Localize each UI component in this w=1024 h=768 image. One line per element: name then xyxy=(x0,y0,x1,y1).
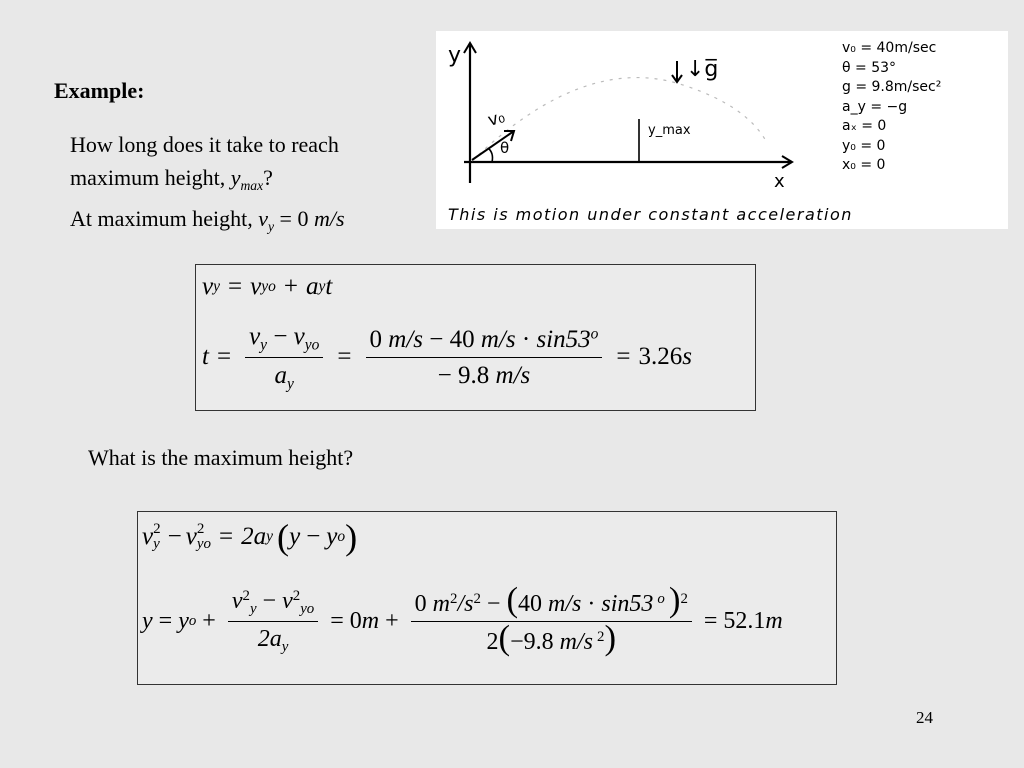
eq-plus: + xyxy=(202,608,216,634)
eq-plus: + xyxy=(283,273,298,300)
eq-unit: m/s xyxy=(559,629,593,655)
question1-line3-text: At maximum height, xyxy=(70,205,259,231)
constant-acceleration-note: This is motion under constant acceleration xyxy=(448,205,853,224)
frac-numerator xyxy=(228,586,318,622)
given-v0: v₀ = 40m/sec xyxy=(842,40,937,56)
eq-minus: − xyxy=(480,591,507,617)
eq-sup: 2 xyxy=(242,588,250,605)
eq-result-unit: s xyxy=(682,343,692,371)
eq-minus: − xyxy=(262,588,277,615)
given-ay: a_y = −g xyxy=(842,98,908,115)
eq-sup: 2 xyxy=(473,590,481,607)
eq-unit: m/s xyxy=(495,361,531,389)
eq-result-unit: m xyxy=(765,608,783,634)
eq-dot: · xyxy=(581,591,602,617)
question1-line2 xyxy=(70,161,345,202)
fraction-numeric-time xyxy=(366,324,603,392)
eq-unit: m/s xyxy=(480,325,516,353)
sub-max: max xyxy=(240,177,264,193)
eq-equals: = xyxy=(330,608,344,634)
eq-v: v xyxy=(142,523,154,550)
eq-sup: 2 xyxy=(450,590,458,607)
eq-sup: 2 xyxy=(597,628,605,645)
eq-paren-right: ) xyxy=(604,618,617,657)
givens-list xyxy=(842,39,941,176)
eq-plus: + xyxy=(385,608,399,634)
v0-label: v₀ xyxy=(485,107,508,131)
eq-unit: m xyxy=(361,608,380,634)
eq-sup: 2 xyxy=(680,590,688,607)
eq-sin: sin53 xyxy=(601,591,654,617)
eq-equals: = xyxy=(216,343,232,371)
eq-degree: o xyxy=(657,590,665,607)
eq-number: 0 xyxy=(369,325,389,353)
question-mark: ? xyxy=(263,165,273,190)
eq-unit: m/s xyxy=(388,325,424,353)
eq-unit: m/s xyxy=(548,591,582,617)
sub-y: y xyxy=(267,218,275,234)
eq-number: 40 xyxy=(518,591,549,617)
eq-unit: m xyxy=(432,591,451,617)
y-axis-label: y xyxy=(448,43,462,68)
unit-m-per-s: m/s xyxy=(313,205,345,231)
eq-equals: = xyxy=(616,343,631,371)
eq-equals: = xyxy=(219,523,234,550)
eq-sub: y xyxy=(249,601,257,618)
supsub xyxy=(153,522,161,552)
supsub xyxy=(197,522,211,552)
eq-sup: 2 xyxy=(292,588,301,605)
slide-title: Example: xyxy=(54,78,145,103)
frac-numerator xyxy=(366,324,603,358)
eq-number: 0 xyxy=(349,608,362,634)
eq-v: v xyxy=(249,323,261,350)
eq-y-line xyxy=(142,580,783,657)
eq-v: v xyxy=(185,523,197,550)
equals-zero: = 0 xyxy=(274,205,314,231)
eq-2a: 2a xyxy=(241,523,267,550)
eq-t-line xyxy=(202,321,692,394)
theta-arc xyxy=(488,148,493,162)
eq-t: t xyxy=(202,343,209,371)
frac-denominator xyxy=(434,358,535,391)
frac-denominator xyxy=(254,622,293,657)
given-x0: x₀ = 0 xyxy=(842,157,886,173)
var-v: v xyxy=(258,205,268,231)
eq-y: y xyxy=(289,523,301,550)
projectile-sketch xyxy=(436,31,1008,229)
eq-number: 0 xyxy=(414,591,433,617)
eq-a: a xyxy=(305,273,319,300)
eq-v: v xyxy=(250,273,262,300)
eq-vy-line xyxy=(202,273,332,301)
eq-number: − 9.8 xyxy=(437,361,496,389)
eq-sin: sin53 xyxy=(536,325,591,353)
question-max-height: What is the maximum height? xyxy=(88,445,354,470)
eq-sub: yo xyxy=(300,601,315,618)
eq-equals: = xyxy=(703,608,718,634)
gravity-label: ↓g̅ xyxy=(686,57,719,82)
eq-minus: − xyxy=(306,523,321,550)
eq-sub: yo xyxy=(304,336,320,354)
eq-sub: y xyxy=(287,375,294,393)
eq-v: v xyxy=(231,588,243,615)
eq-minus: − xyxy=(273,323,288,350)
eq-sub: o xyxy=(188,613,197,629)
fraction-numeric-height xyxy=(411,580,692,657)
eq-number: −9.8 xyxy=(510,629,560,655)
eq-degree: o xyxy=(590,325,599,343)
eq-equals: = xyxy=(337,343,352,371)
eq-paren-left: ( xyxy=(277,516,290,557)
eq-v: v xyxy=(282,588,293,615)
question-time-to-max-height xyxy=(70,128,345,243)
question1-line1: How long does it take to reach xyxy=(70,132,339,157)
eq-v: v xyxy=(293,323,305,350)
trajectory-curve xyxy=(472,78,766,161)
eq-t: t xyxy=(325,273,333,300)
page-number: 24 xyxy=(916,708,933,727)
given-ax: aₓ = 0 xyxy=(842,118,887,134)
eq-sub: yo xyxy=(261,278,276,295)
eq-sub: y xyxy=(266,528,273,545)
eq-sub: y xyxy=(318,278,326,295)
eq-number: − 40 xyxy=(423,325,481,353)
eq-2a: 2a xyxy=(257,626,282,652)
var-y: y xyxy=(230,165,241,190)
eq-paren-right: ) xyxy=(345,516,358,557)
frac-denominator xyxy=(483,618,621,657)
eq-sub: yo xyxy=(196,536,211,552)
eq-unit: /s xyxy=(457,591,474,617)
eq-sub: o xyxy=(337,528,346,545)
eq-sup: 2 xyxy=(196,521,205,537)
eq-dot: · xyxy=(515,325,537,353)
given-g: g = 9.8m/sec² xyxy=(842,79,942,95)
eq-minus: − xyxy=(167,523,182,550)
eq-paren-left: ( xyxy=(498,618,511,657)
eq-a: a xyxy=(274,361,288,389)
fraction-vy-vyo-over-ay xyxy=(245,321,323,394)
eq-equals: = xyxy=(228,273,243,300)
eq-sup: 2 xyxy=(153,521,161,537)
eq-v: v xyxy=(202,273,214,300)
eq-result-value: 52.1 xyxy=(723,608,766,634)
fraction-v-squared-over-2ay xyxy=(228,586,318,657)
question1-line3 xyxy=(70,202,345,243)
eq-sub: y xyxy=(153,536,160,552)
eq-sub: y xyxy=(281,639,289,656)
eq-paren-left: ( xyxy=(506,580,519,619)
ymax-label: y_max xyxy=(648,123,691,138)
eq-number: 2 xyxy=(486,629,499,655)
eq-sub: y xyxy=(260,336,268,354)
eq-result-value: 3.26 xyxy=(638,343,683,371)
equation-box-height xyxy=(137,511,837,685)
eq-y: y xyxy=(142,608,153,634)
theta-label: θ xyxy=(500,139,510,157)
eq-y: y xyxy=(326,523,338,550)
x-axis-label: x xyxy=(774,171,785,192)
equation-box-time xyxy=(195,264,756,411)
given-theta: θ = 53° xyxy=(842,59,897,76)
eq-y: y xyxy=(178,608,189,634)
eq-paren-right: ) xyxy=(668,580,681,619)
frac-denominator xyxy=(271,358,298,394)
eq-sub: y xyxy=(213,278,220,295)
frac-numerator xyxy=(245,321,323,358)
frac-numerator xyxy=(411,580,692,622)
question1-line2-text: maximum height, xyxy=(70,165,231,190)
given-y0: y₀ = 0 xyxy=(842,137,886,154)
eq-kinematic-line xyxy=(142,516,358,557)
eq-equals: = xyxy=(158,608,173,634)
